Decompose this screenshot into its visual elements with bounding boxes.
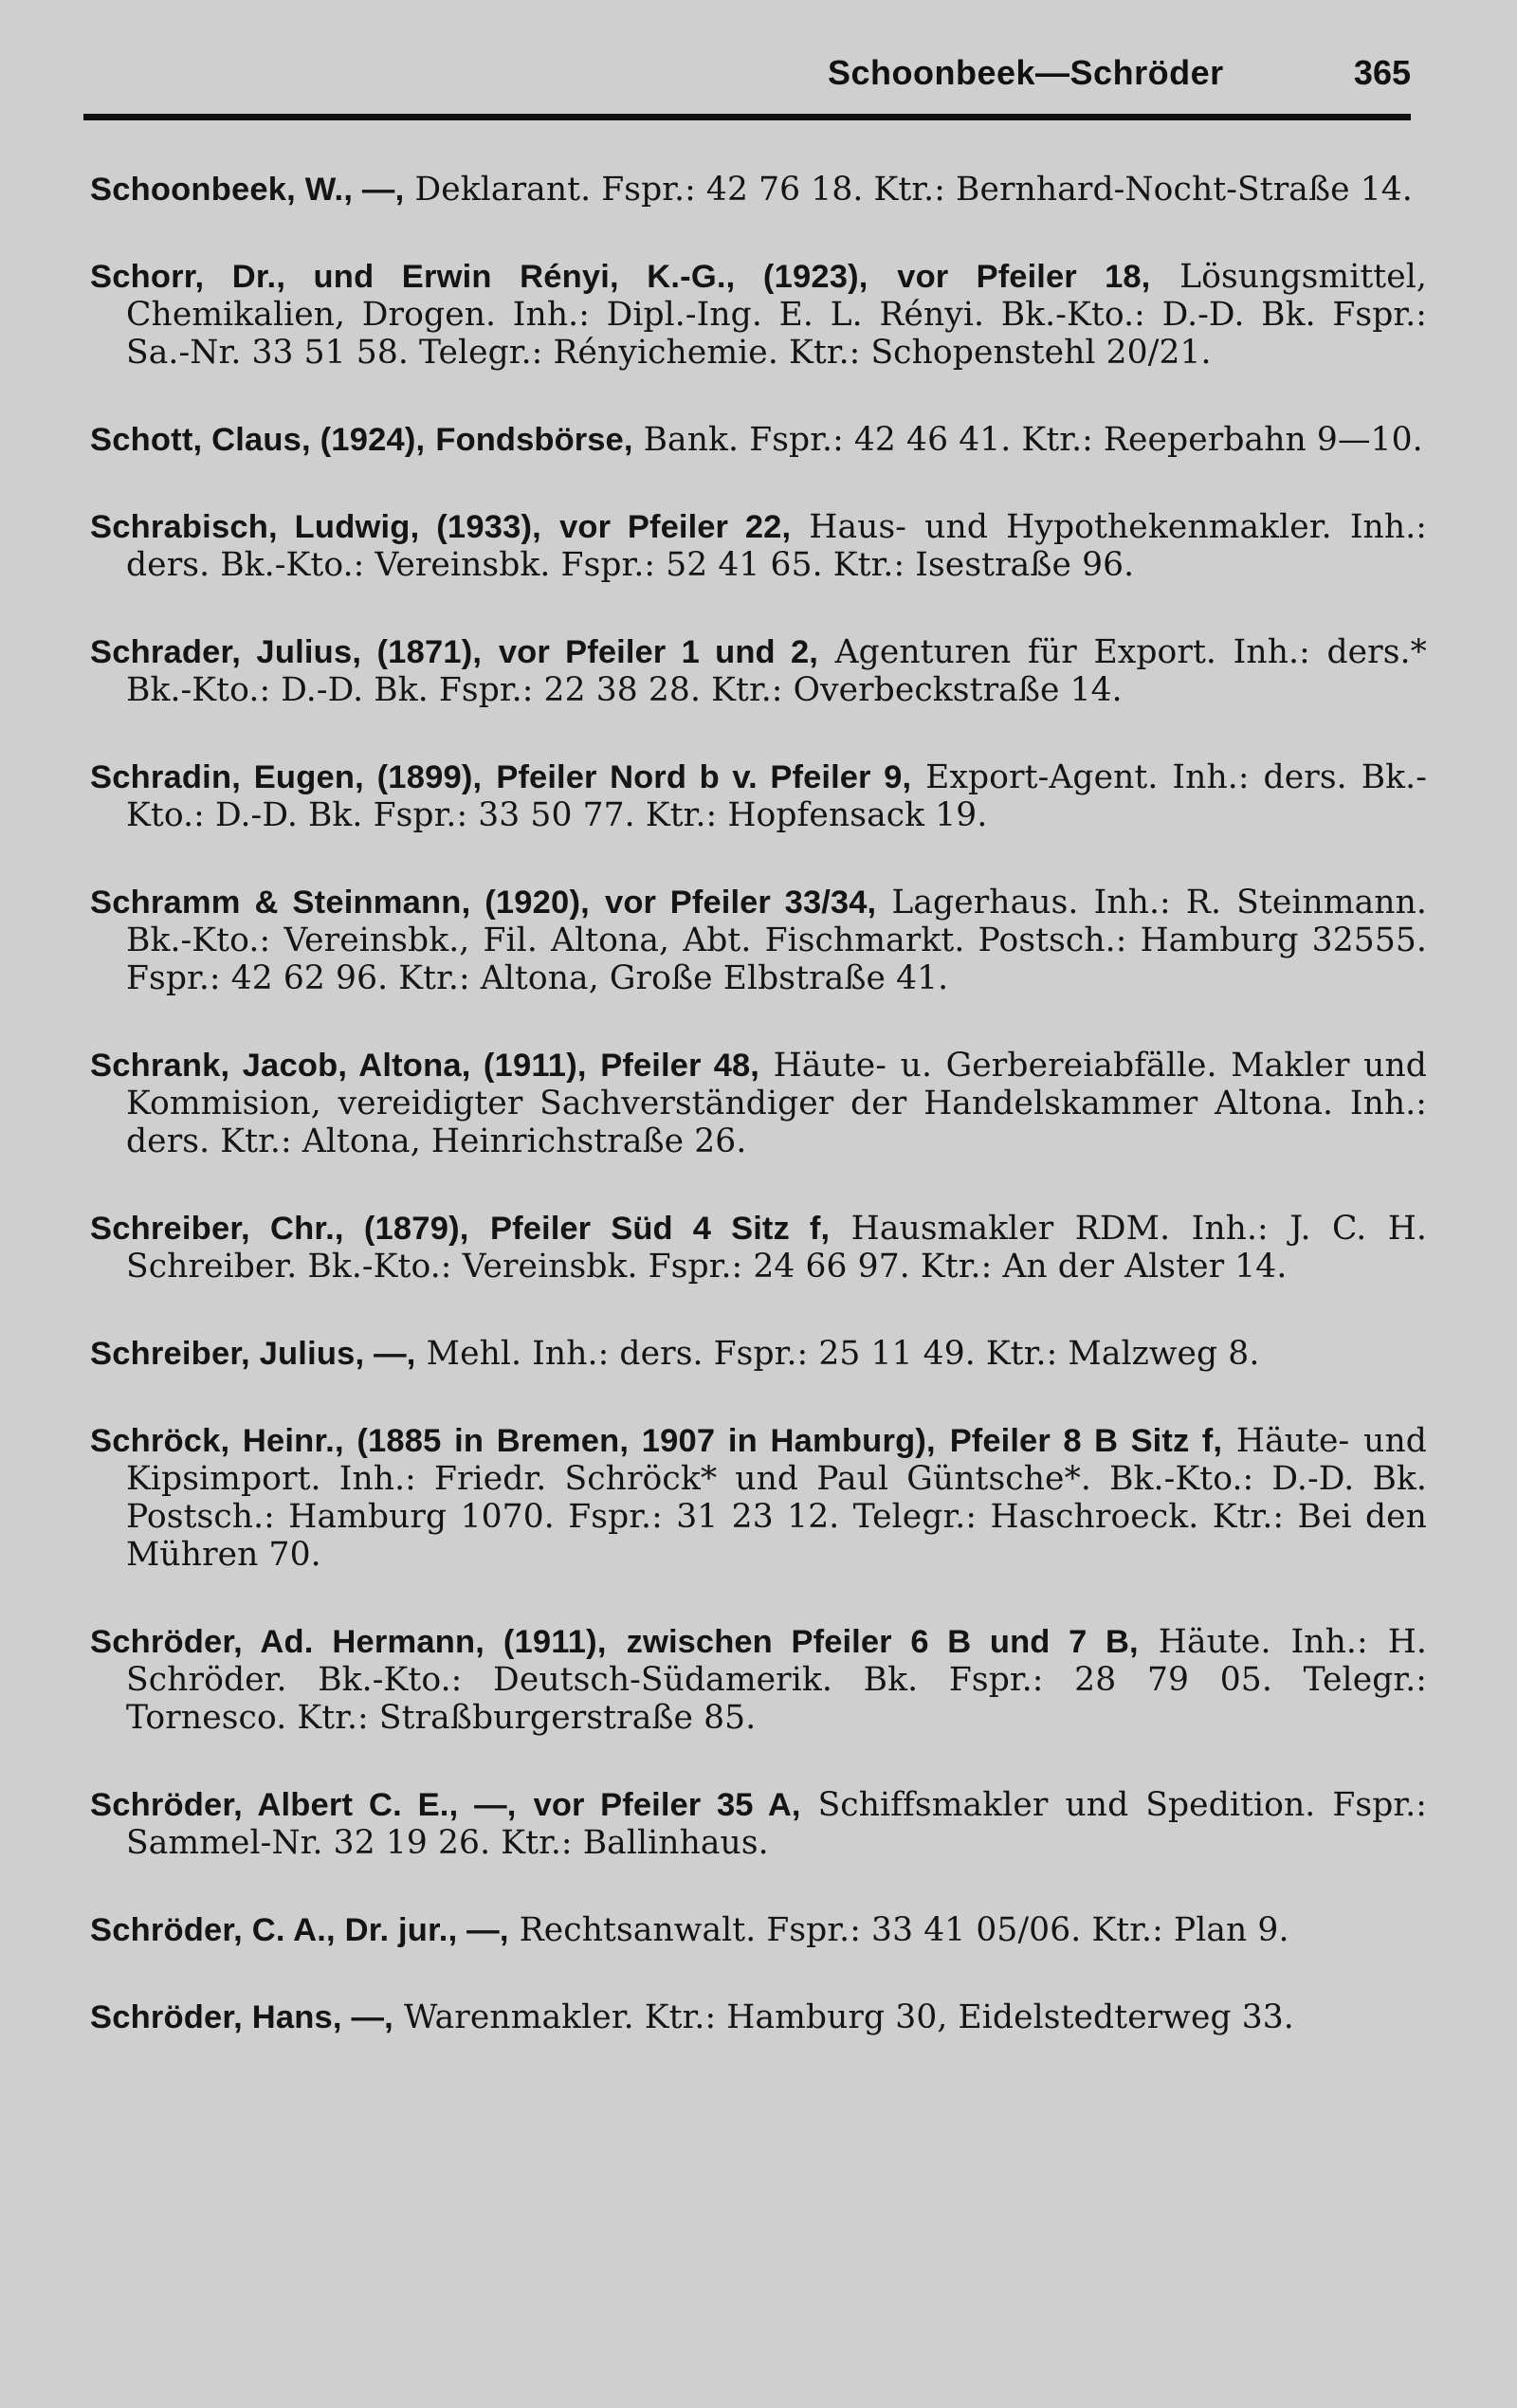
entry-details: Hausmakler RDM. Inh.: J. C. H. Schreiber. Bk.-Kto.: Vereinsbk. Fspr.: 24 66 97. Ktr.: An der Alster 14. [126, 1210, 1427, 1286]
entry-details: Bank. Fspr.: 42 46 41. Ktr.: Reeperbahn 9—10. [643, 421, 1423, 459]
entry-schroeder-albert [90, 1786, 1427, 1862]
entry-details: Lösungsmittel, Chemikalien, Drogen. Inh.: Dipl.-Ing. E. L. Rényi. Bk.-Kto.: D.-D. Bk. Fspr.: Sa.-Nr. 33 51 58. Telegr.: Rényichemie. Ktr.: Schopenstehl 20/21. [126, 258, 1427, 372]
entry-details: Häute- u. Gerbereiabfälle. Makler und Kommision, vereidigter Sachverständiger der Handelskammer Altona. Inh.: ders. Ktr.: Altona, Heinrichstraße 26. [126, 1047, 1427, 1160]
entry-details: Agenturen für Export. Inh.: ders.* Bk.-Kto.: D.-D. Bk. Fspr.: 22 38 28. Ktr.: Overbeckstraße 14. [126, 633, 1427, 709]
entry-name: Schrank, Jacob, Altona, (1911), [90, 1048, 587, 1084]
entry-name: Schradin, Eugen, (1899), [90, 759, 483, 795]
entry-location: vor Pfeiler 22, [559, 509, 792, 545]
entry-list [90, 171, 1427, 2086]
entry-name: Schrader, Julius, (1871), [90, 634, 483, 670]
entry-schradin [90, 758, 1427, 834]
entry-name: Schott, Claus, (1924), [90, 422, 426, 458]
header-rule [83, 114, 1411, 120]
entry-details: Häute- und Kipsimport. Inh.: Friedr. Schröck* und Paul Güntsche*. Bk.-Kto.: D.-D. Bk. Postsch.: Hamburg 1070. Fspr.: 31 23 12. Telegr.: Haschroeck. Ktr.: Bei den Mühren 70. [126, 1422, 1427, 1574]
entry-location: Pfeiler Süd 4 Sitz f, [490, 1211, 831, 1247]
entry-schott [90, 421, 1427, 459]
entry-name: Schreiber, Julius, —, [90, 1336, 416, 1372]
entry-name: Schröck, Heinr., (1885 in Bremen, 1907 in Hamburg), [90, 1423, 936, 1459]
entry-schroeck [90, 1422, 1427, 1574]
entry-name: Schröder, C. A., Dr. jur., —, [90, 1912, 509, 1948]
entry-location: Fondsbörse, [435, 422, 633, 458]
entry-location: vor Pfeiler 1 und 2, [498, 634, 818, 670]
page-header [83, 53, 1411, 100]
entry-name: Schoonbeek, W., —, [90, 172, 405, 208]
entry-location: vor Pfeiler 33/34, [605, 885, 877, 921]
entry-schrabisch [90, 508, 1427, 584]
entry-schrader [90, 633, 1427, 709]
entry-details: Haus- und Hypothekenmakler. Inh.: ders. Bk.-Kto.: Vereinsbk. Fspr.: 52 41 65. Ktr.: Isestraße 96. [126, 508, 1427, 584]
entry-schrank [90, 1047, 1427, 1160]
entry-location: Pfeiler 8 B Sitz f, [949, 1423, 1223, 1459]
running-title: Schoonbeek—Schröder [828, 53, 1224, 92]
entry-schramm [90, 884, 1427, 997]
entry-name: Schrabisch, Ludwig, (1933), [90, 509, 541, 545]
entry-schoonbeek [90, 171, 1427, 209]
entry-name: Schröder, Albert C. E., —, [90, 1787, 517, 1823]
entry-schorr [90, 258, 1427, 372]
entry-details: Export-Agent. Inh.: ders. Bk.-Kto.: D.-D. Bk. Fspr.: 33 50 77. Ktr.: Hopfensack 19. [126, 758, 1427, 834]
entry-name: Schreiber, Chr., (1879), [90, 1211, 469, 1247]
page-number: 365 [1353, 53, 1411, 92]
entry-name: Schröder, Hans, —, [90, 1999, 393, 2035]
entry-details: Warenmakler. Ktr.: Hamburg 30, Eidelstedterweg 33. [404, 1998, 1294, 2036]
entry-location: vor Pfeiler 35 A, [533, 1787, 801, 1823]
entry-location: Pfeiler 48, [600, 1048, 759, 1084]
entry-name: Schorr, Dr., und Erwin Rényi, K.-G., (1923), [90, 259, 868, 295]
entry-location: Pfeiler Nord b v. Pfeiler 9, [496, 759, 912, 795]
entry-location: vor Pfeiler 18, [897, 259, 1151, 295]
entry-details: Schiffsmakler und Spedition. Fspr.: Sammel-Nr. 32 19 26. Ktr.: Ballinhaus. [126, 1786, 1427, 1862]
entry-details: Lagerhaus. Inh.: R. Steinmann. Bk.-Kto.: Vereinsbk., Fil. Altona, Abt. Fischmarkt. Postsch.: Hamburg 32555. Fspr.: 42 62 96. Ktr.: Altona, Große Elbstraße 41. [126, 884, 1427, 997]
entry-name: Schröder, Ad. Hermann, (1911), [90, 1624, 607, 1660]
entry-location: zwischen Pfeiler 6 B und 7 B, [626, 1624, 1139, 1660]
entry-details: Mehl. Inh.: ders. Fspr.: 25 11 49. Ktr.: Malzweg 8. [426, 1335, 1260, 1373]
entry-schroeder-ad [90, 1623, 1427, 1737]
entry-details: Häute. Inh.: H. Schröder. Bk.-Kto.: Deutsch-Südamerik. Bk. Fspr.: 28 79 05. Telegr.: Tornesco. Ktr.: Straßburgerstraße 85. [126, 1623, 1427, 1737]
entry-schroeder-ca [90, 1911, 1427, 1949]
entry-schreiber-chr [90, 1210, 1427, 1286]
entry-schreiber-julius [90, 1335, 1427, 1373]
entry-schroeder-hans [90, 1998, 1427, 2036]
entry-details: Rechtsanwalt. Fspr.: 33 41 05/06. Ktr.: Plan 9. [519, 1911, 1289, 1949]
entry-name: Schramm & Steinmann, (1920), [90, 885, 590, 921]
entry-details: Deklarant. Fspr.: 42 76 18. Ktr.: Bernhard-Nocht-Straße 14. [414, 171, 1413, 209]
